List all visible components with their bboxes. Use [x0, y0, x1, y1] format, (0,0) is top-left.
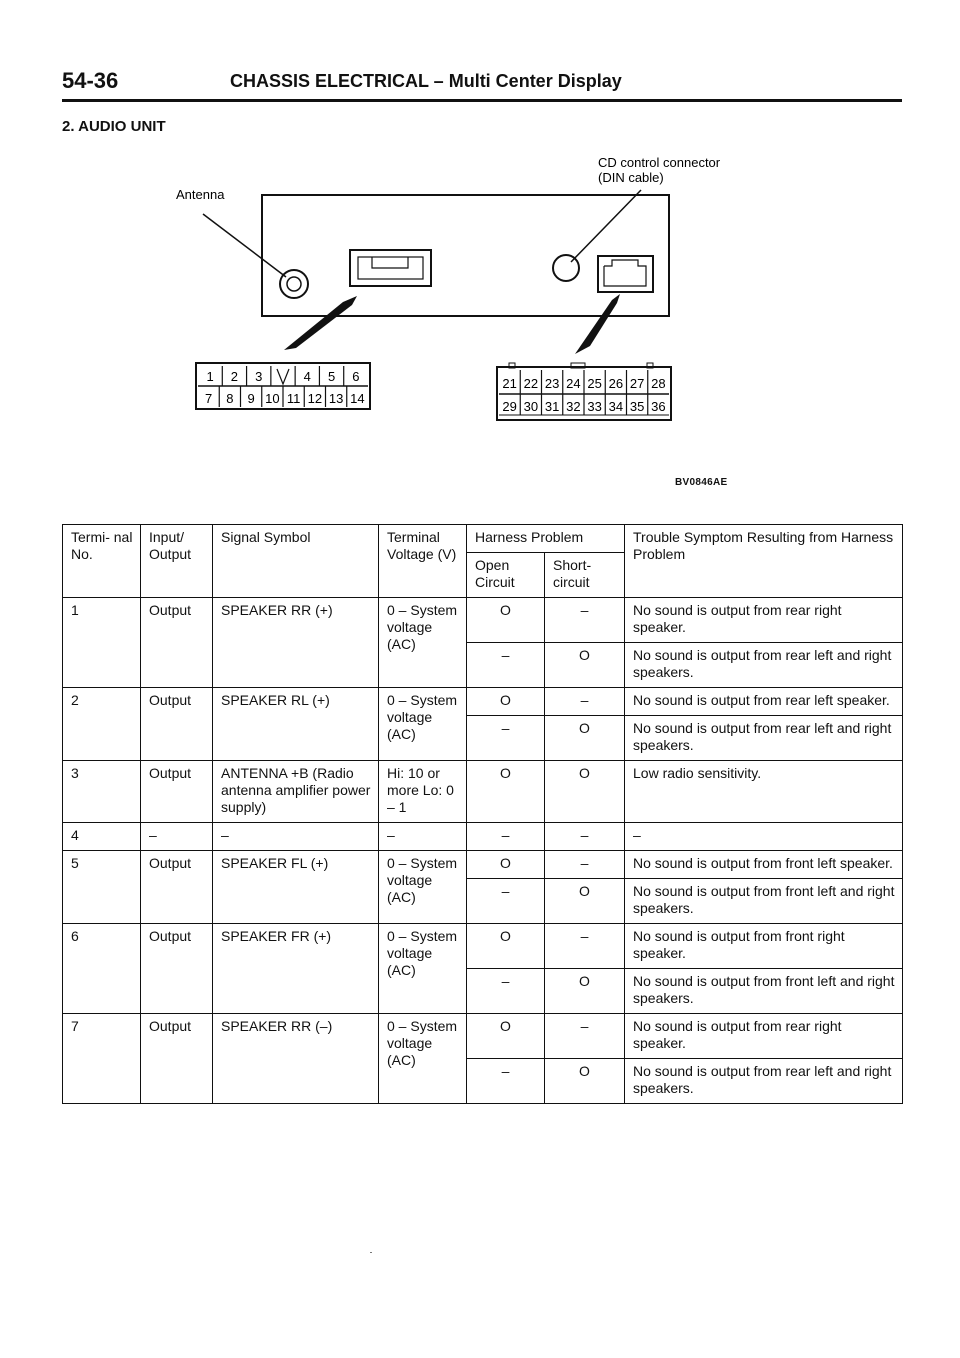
terminal-voltage: Hi: 10 or more Lo: 0 – 1 — [379, 761, 467, 823]
open-circuit-mark: – — [467, 1059, 545, 1104]
trouble-symptom: No sound is output from front left and right speakers. — [625, 879, 903, 924]
terminal-no: 5 — [63, 851, 141, 924]
pin-9: 9 — [247, 391, 255, 406]
arrow-to-right-connector — [575, 294, 620, 354]
trouble-symptom: No sound is output from rear right speaker. — [625, 1014, 903, 1059]
antenna-label: Antenna — [176, 187, 225, 202]
signal-symbol: SPEAKER FL (+) — [213, 851, 379, 924]
input-output: Output — [141, 851, 213, 924]
table-row — [63, 688, 903, 716]
right-connector-pinout — [497, 363, 671, 420]
header-harness-problem: Harness Problem — [467, 525, 625, 553]
short-circuit-mark: O — [545, 969, 625, 1014]
terminal-voltage: 0 – System voltage (AC) — [379, 1014, 467, 1104]
table-row — [63, 1014, 903, 1059]
pin-4: 4 — [303, 369, 311, 384]
signal-symbol: ANTENNA +B (Radio antenna amplifier power supply) — [213, 761, 379, 823]
pin-26: 26 — [608, 376, 624, 391]
pin-5: 5 — [327, 369, 336, 384]
header-terminal-voltage: Terminal Voltage (V) — [379, 525, 467, 598]
terminal-no: 7 — [63, 1014, 141, 1104]
open-circuit-mark: O — [467, 688, 545, 716]
open-circuit-mark: O — [467, 924, 545, 969]
terminal-no: 6 — [63, 924, 141, 1014]
short-circuit-mark: – — [545, 851, 625, 879]
table-row — [63, 924, 903, 969]
pin-24: 24 — [566, 376, 581, 391]
pin-29: 29 — [502, 399, 517, 414]
pin-14: 14 — [350, 391, 365, 406]
open-circuit-mark: O — [467, 598, 545, 643]
keyed-pin-mark — [277, 369, 289, 384]
open-circuit-mark: – — [467, 879, 545, 924]
pin-36: 36 — [651, 399, 666, 414]
pin-13: 13 — [328, 391, 344, 406]
short-circuit-mark: – — [545, 598, 625, 643]
open-circuit-mark: O — [467, 761, 545, 823]
signal-symbol: SPEAKER RL (+) — [213, 688, 379, 761]
table-row — [63, 761, 903, 823]
pin-6: 6 — [352, 369, 360, 384]
pin-28: 28 — [651, 376, 666, 391]
trouble-symptom: No sound is output from rear right speaker. — [625, 598, 903, 643]
table-row — [63, 823, 903, 851]
short-circuit-mark: O — [545, 643, 625, 688]
pin-23: 23 — [544, 376, 560, 391]
terminal-voltage: 0 – System voltage (AC) — [379, 924, 467, 1014]
terminal-no: 1 — [63, 598, 141, 688]
terminal-voltage: – — [379, 823, 467, 851]
input-output: Output — [141, 598, 213, 688]
open-circuit-mark: – — [467, 823, 545, 851]
header-input-output: Input/ Output — [141, 525, 213, 598]
signal-symbol: SPEAKER RR (–) — [213, 1014, 379, 1104]
short-circuit-mark: O — [545, 716, 625, 761]
trouble-symptom: No sound is output from rear left and right speakers. — [625, 1059, 903, 1104]
header-short-circuit: Short- circuit — [545, 553, 625, 598]
short-circuit-mark: – — [545, 823, 625, 851]
pin-33: 33 — [587, 399, 602, 414]
terminal-no: 2 — [63, 688, 141, 761]
trouble-symptom: No sound is output from front left and right speakers. — [625, 969, 903, 1014]
open-circuit-mark: O — [467, 851, 545, 879]
signal-symbol: SPEAKER FR (+) — [213, 924, 379, 1014]
trouble-symptom: No sound is output from rear left and right speakers. — [625, 643, 903, 688]
open-circuit-mark: – — [467, 716, 545, 761]
trouble-symptom: No sound is output from front left speaker. — [625, 851, 903, 879]
signal-symbol: – — [213, 823, 379, 851]
input-output: Output — [141, 688, 213, 761]
cd-round-jack-icon — [553, 255, 579, 281]
short-circuit-mark: O — [545, 879, 625, 924]
short-circuit-mark: – — [545, 924, 625, 969]
page-number: 54-36 — [62, 68, 119, 93]
terminal-no: 4 — [63, 823, 141, 851]
pin-2: 2 — [230, 369, 239, 384]
pin-31: 31 — [544, 399, 560, 414]
cd-connector-label-2: (DIN cable) — [598, 170, 664, 185]
terminal-voltage: 0 – System voltage (AC) — [379, 598, 467, 688]
pin-35: 35 — [629, 399, 645, 414]
section-title: 2. AUDIO UNIT — [62, 118, 166, 135]
pin-3: 3 — [255, 369, 263, 384]
header-trouble-symptom: Trouble Symptom Resulting from Harness Problem — [625, 525, 903, 598]
signal-symbol: SPEAKER RR (+) — [213, 598, 379, 688]
terminal-voltage: 0 – System voltage (AC) — [379, 688, 467, 761]
trouble-symptom: Low radio sensitivity. — [625, 761, 903, 823]
trouble-symptom: – — [625, 823, 903, 851]
header-signal-symbol: Signal Symbol — [213, 525, 379, 598]
short-circuit-mark: O — [545, 761, 625, 823]
input-output: – — [141, 823, 213, 851]
pin-32: 32 — [566, 399, 581, 414]
audio-unit-diagram — [0, 0, 960, 500]
left-connector-pinout — [196, 363, 370, 409]
cd-leader-line — [571, 190, 641, 262]
cd-connector-label: CD control connector — [598, 155, 721, 170]
header-open-circuit: Open Circuit — [467, 553, 545, 598]
figure-code: BV0846AE — [675, 477, 728, 488]
pin-8: 8 — [226, 391, 234, 406]
terminal-no: 3 — [63, 761, 141, 823]
antenna-jack-icon — [280, 270, 308, 298]
terminal-voltage: 0 – System voltage (AC) — [379, 851, 467, 924]
short-circuit-mark: O — [545, 1059, 625, 1104]
table-row — [63, 598, 903, 643]
short-circuit-mark: – — [545, 1014, 625, 1059]
antenna-leader-line — [203, 214, 286, 277]
pin-10: 10 — [265, 391, 280, 406]
pin-30: 30 — [523, 399, 539, 414]
table-row — [63, 851, 903, 879]
input-output: Output — [141, 761, 213, 823]
pin-21: 21 — [502, 376, 517, 391]
scan-mark — [370, 1252, 372, 1253]
input-output: Output — [141, 924, 213, 1014]
pin-7: 7 — [205, 391, 213, 406]
pin-12: 12 — [307, 391, 323, 406]
open-circuit-mark: – — [467, 643, 545, 688]
pin-1: 1 — [206, 369, 214, 384]
pin-27: 27 — [629, 376, 645, 391]
trouble-symptom: No sound is output from front right speaker. — [625, 924, 903, 969]
pin-11: 11 — [286, 391, 301, 406]
terminal-table — [62, 524, 903, 1104]
open-circuit-mark: O — [467, 1014, 545, 1059]
short-circuit-mark: – — [545, 688, 625, 716]
header-terminal-no: Termi- nal No. — [63, 525, 141, 598]
arrow-to-left-connector — [284, 296, 357, 350]
open-circuit-mark: – — [467, 969, 545, 1014]
pin-34: 34 — [608, 399, 624, 414]
page-title: CHASSIS ELECTRICAL – Multi Center Display — [230, 71, 622, 91]
input-output: Output — [141, 1014, 213, 1104]
trouble-symptom: No sound is output from rear left and right speakers. — [625, 716, 903, 761]
pin-22: 22 — [523, 376, 539, 391]
terminal-table-body — [63, 598, 903, 1104]
trouble-symptom: No sound is output from rear left speaker. — [625, 688, 903, 716]
pin-25: 25 — [587, 376, 602, 391]
